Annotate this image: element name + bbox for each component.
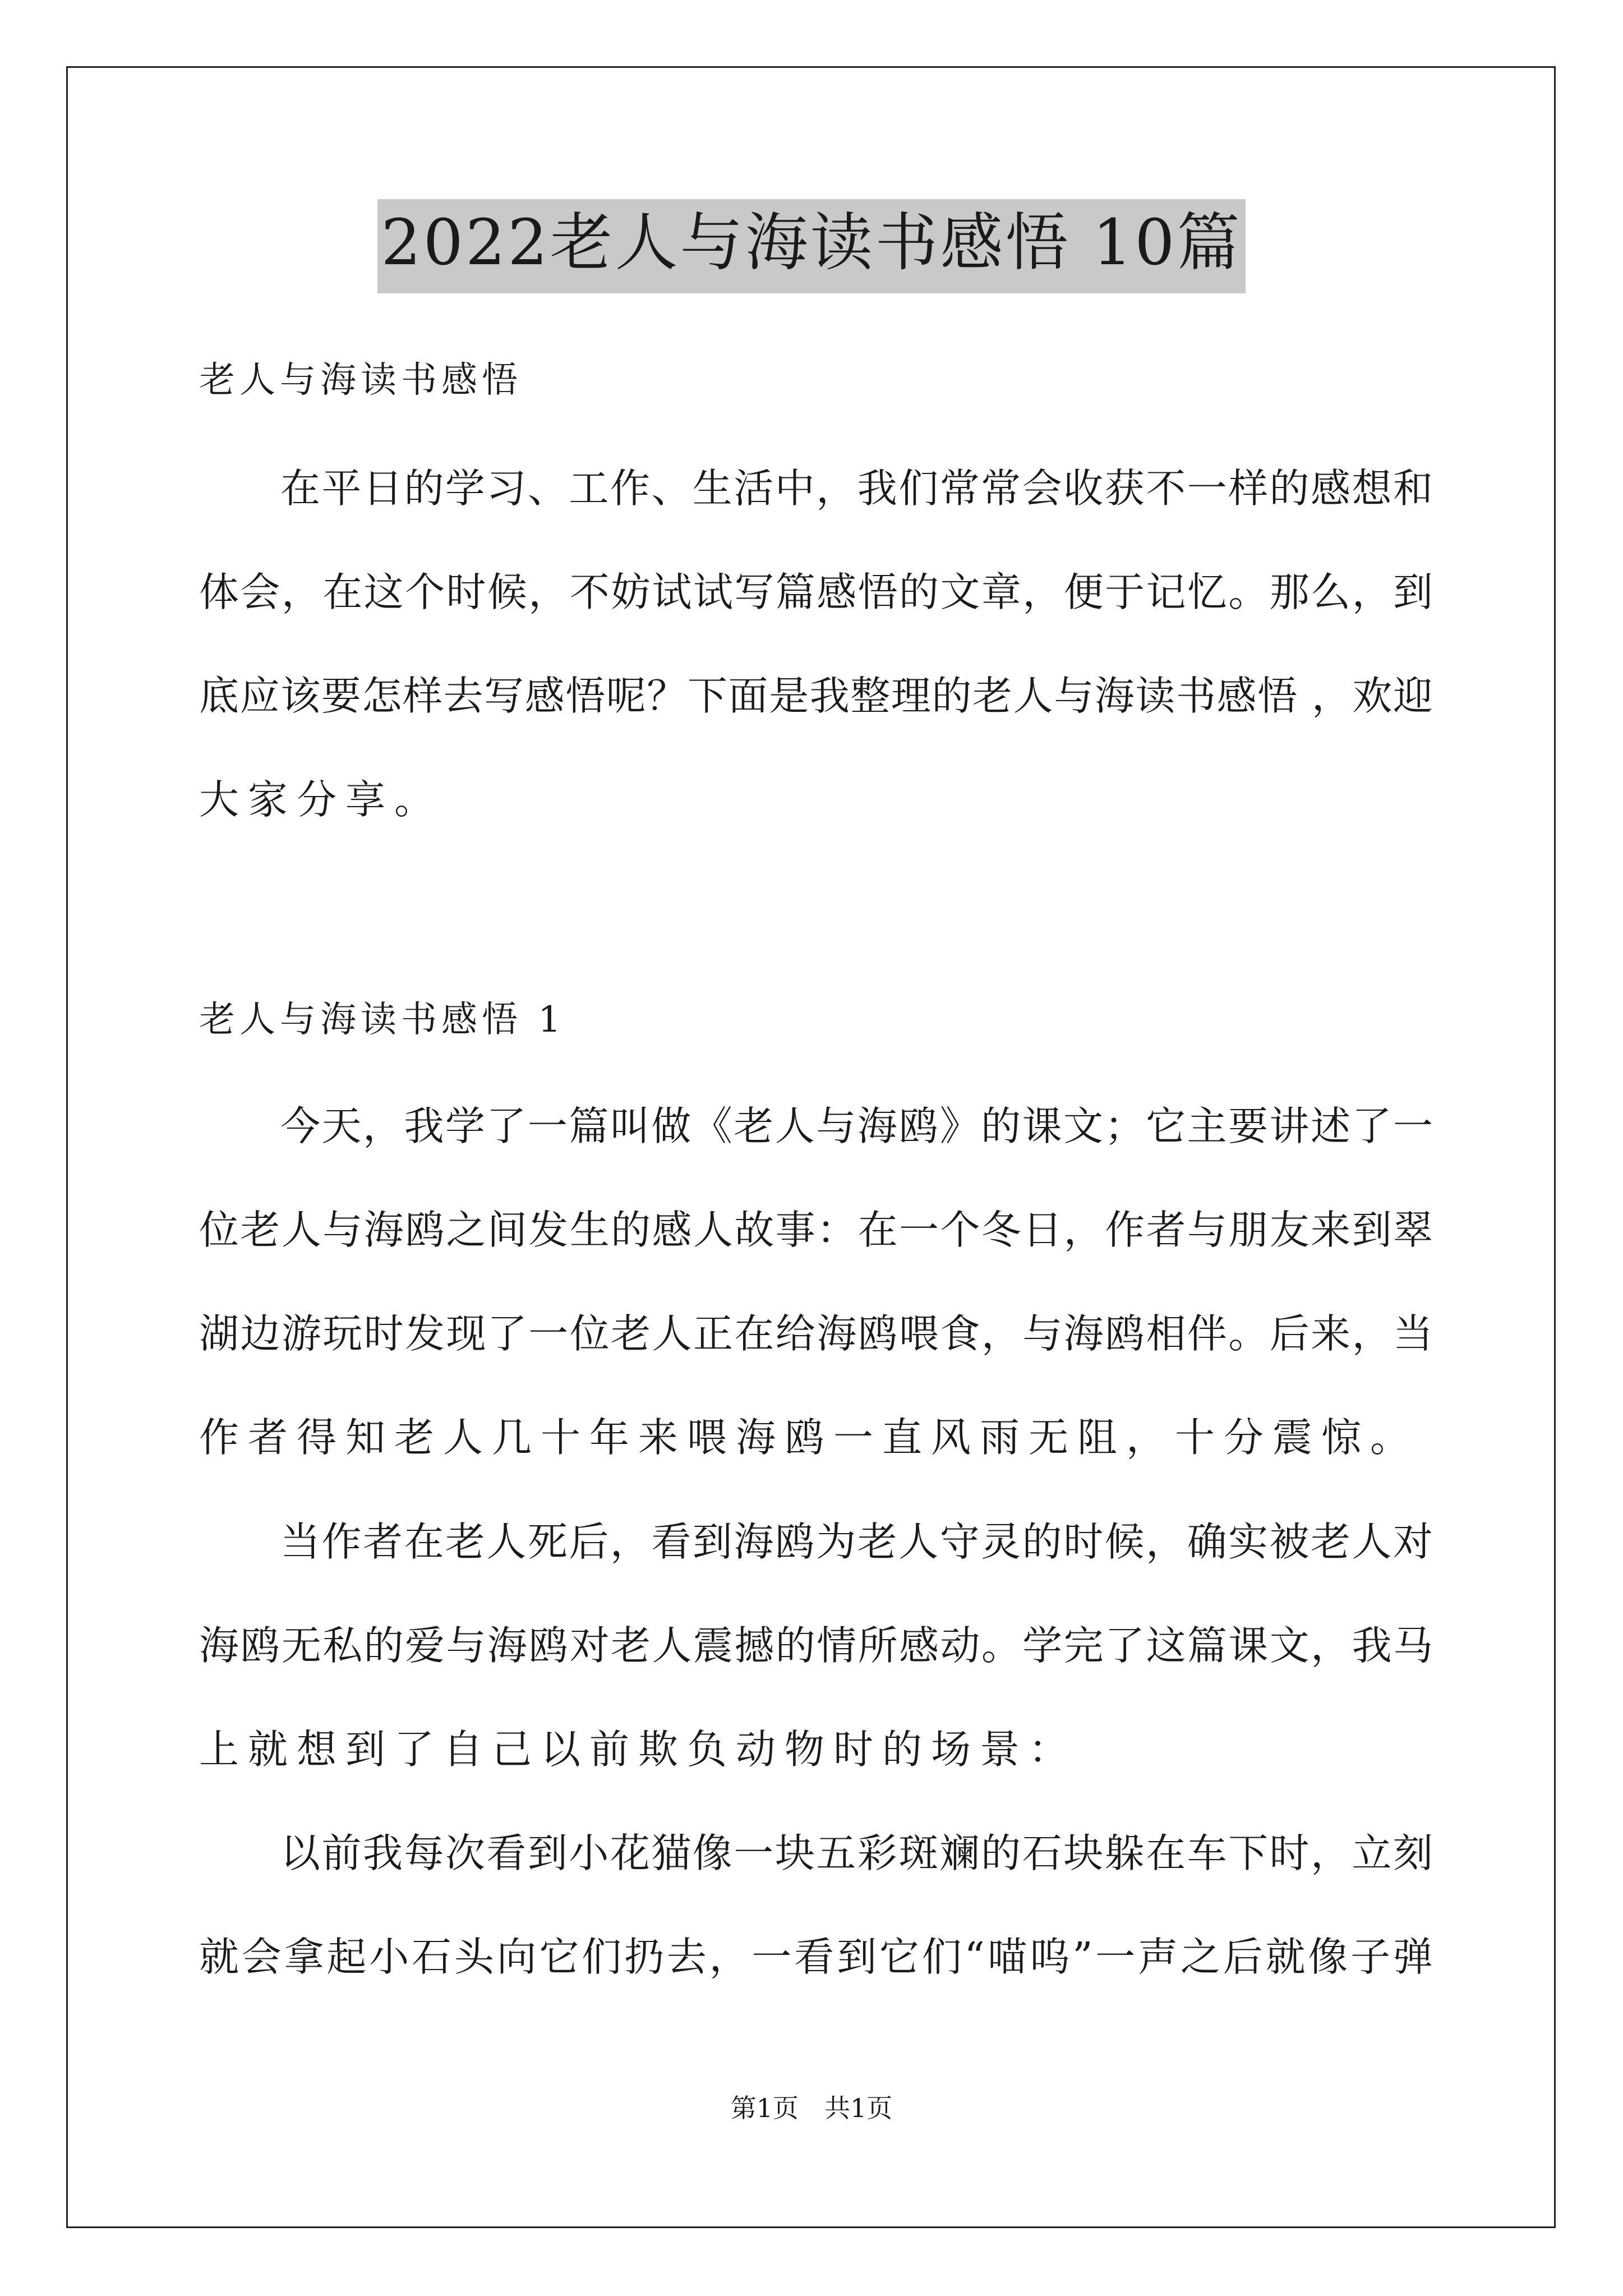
paragraph1-line: 作者得知老人几十年来喂海鸥一直风雨无阻，十分震惊。 [199, 1414, 1419, 1461]
paragraph2-line: 海鸥无私的爱与海鸥对老人震撼的情所感动。学完了这篇课文，我马 [199, 1622, 1433, 1669]
document-title: 2022老人与海读书感悟 10篇 [377, 199, 1245, 293]
paragraph2-line: 当作者在老人死后，看到海鸥为老人守灵的时候，确实被老人对 [280, 1519, 1433, 1565]
intro-line: 大家分享。 [199, 776, 444, 823]
title-container [0, 199, 1623, 293]
paragraph2-line: 上就想到了自己以前欺负动物时的场景： [199, 1726, 1078, 1773]
intro-line: 体会，在这个时候，不妨试试写篇感悟的文章，便于记忆。那么，到 [199, 569, 1433, 615]
intro-line: 底应该要怎样去写感悟呢？下面是我整理的老人与海读书感悟 ，欢迎 [199, 673, 1433, 719]
paragraph3-line: 以前我每次看到小花猫像一块五彩斑斓的石块躲在车下时，立刻 [280, 1830, 1433, 1876]
intro-line: 在平日的学习、工作、生活中，我们常常会收获不一样的感想和 [280, 465, 1433, 512]
paragraph1-line: 湖边游玩时发现了一位老人正在给海鸥喂食，与海鸥相伴。后来，当 [199, 1310, 1433, 1357]
paragraph1-line: 今天，我学了一篇叫做《老人与海鸥》的课文；它主要讲述了一 [280, 1103, 1433, 1149]
intro-heading: 老人与海读书感悟 [199, 360, 522, 401]
section1-heading: 老人与海读书感悟 1 [199, 999, 566, 1041]
page-number-footer: 第1页 共1页 [730, 2093, 893, 2123]
paragraph1-line: 位老人与海鸥之间发生的感人故事：在一个冬日，作者与朋友来到翠 [199, 1207, 1433, 1253]
paragraph3-line: 就会拿起小石头向它们扔去，一看到它们“喵呜”一声之后就像子弹 [199, 1934, 1433, 1980]
